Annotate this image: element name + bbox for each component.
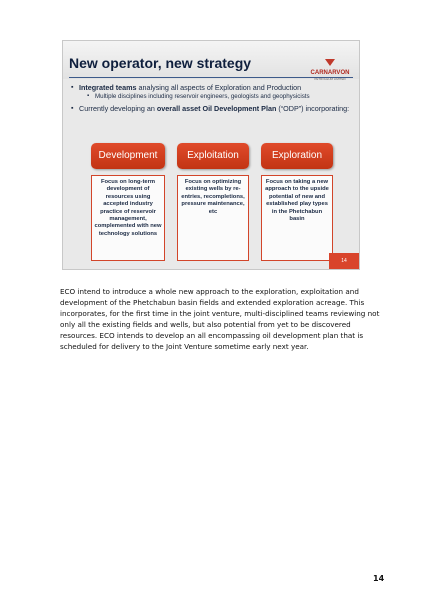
slide-header — [63, 41, 359, 79]
bullet2-pre: Currently developing an — [79, 103, 157, 113]
sub-bullet-disciplines: ▪ Multiple disciplines including reservoir engineers, geologists and geophysicists — [71, 93, 353, 101]
bullet-odp — [71, 104, 353, 113]
exploitation-heading: Exploitation — [177, 143, 249, 169]
speaker-notes-paragraph: ECO intend to introduce a whole new approach to the exploration, exploitation and development of the Phetchabun basin fields and extended exploration acreage. This incorporates, for the first time in the joint venture, multi-disciplined teams reviewing not only all the existing fields and wells, but also potential from yet to be discovered resources. ECO intends to develop an all encompassing oil development plan that is scheduled for delivery to the Joint Venture sometime early next year. — [60, 287, 380, 351]
slide-image — [62, 40, 360, 270]
bullet-integrated-teams — [71, 83, 353, 92]
logo-name: CARNARVON — [310, 70, 350, 76]
title-divider — [69, 77, 353, 78]
carnarvon-logo — [307, 51, 353, 81]
bullet1-rest: analysing all aspects of Exploration and Production — [136, 83, 302, 92]
bullet1-bold: Integrated teams — [79, 83, 137, 92]
exploration-heading: Exploration — [261, 143, 333, 169]
logo-mark-icon — [325, 59, 335, 66]
development-heading: Development — [91, 143, 165, 169]
bullet2-bold: overall asset Oil Development Plan — [156, 103, 277, 113]
development-description: Focus on long-term development of resources using accepted industry practice of reservoir management, complemented with new technology solutions — [91, 175, 165, 261]
slide-number-badge: 14 — [329, 253, 359, 269]
exploration-description: Focus on taking a new approach to the upside potential of new and established play types in the Phetchabun basin — [261, 175, 333, 261]
bullet2-rest: (“ODP”) incorporating: — [276, 103, 350, 113]
logo-tagline: PETROLEUM LIMITED — [314, 77, 346, 81]
slide-body — [71, 83, 353, 113]
exploitation-description: Focus on optimizing existing wells by re-entries, recompletions, pressure maintenance, etc — [177, 175, 249, 261]
slide-title: New operator, new strategy — [69, 55, 252, 71]
page-number: 14 — [373, 574, 385, 583]
